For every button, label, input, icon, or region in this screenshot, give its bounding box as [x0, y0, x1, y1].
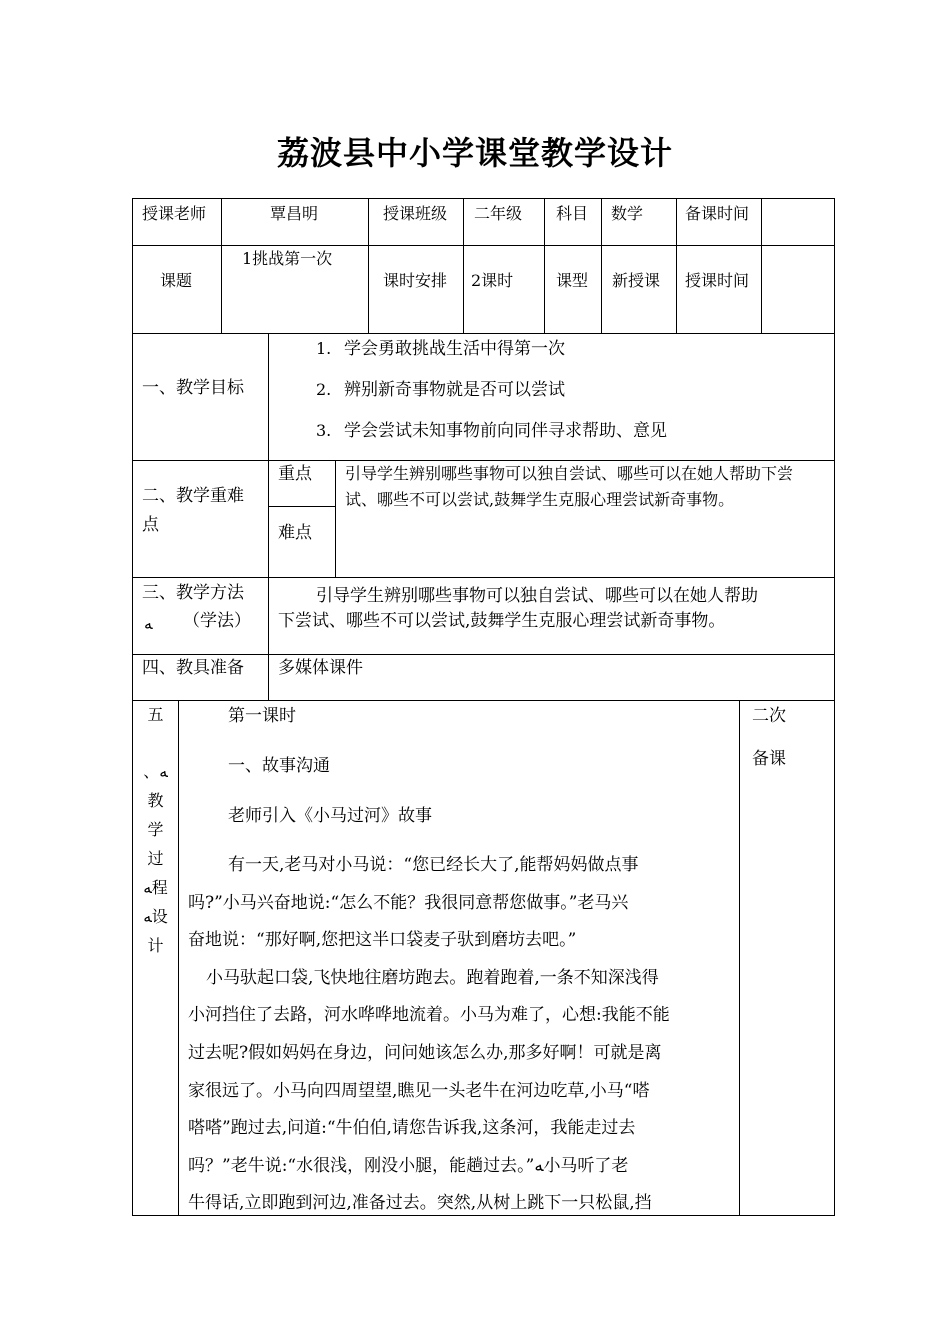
table-border-top: [132, 198, 835, 199]
methods-text: 下尝试、哪些不可以尝试,鼓舞学生克服心理尝试新奇事物。: [278, 611, 726, 631]
key-label: 重点: [278, 464, 312, 484]
table-col-divider: [601, 198, 602, 333]
goal-item: 辨别新奇事物就是否可以尝试: [344, 380, 565, 400]
table-row-divider: [132, 654, 835, 655]
table-col-divider: [761, 198, 762, 333]
second-prep-label-cont: 备课: [752, 749, 786, 769]
type-value: 新授课: [612, 271, 661, 290]
story-line: 奋地说：“那好啊,您把这半口袋麦子驮到磨坊去吧。”: [188, 930, 577, 951]
story-paragraph: [188, 847, 738, 1223]
teacher-label: 授课老师: [142, 204, 207, 223]
teach-time-label: 授课时间: [685, 271, 750, 290]
story-line: 吗？”老牛说:“水很浅，刚没小腿，能趟过去。”ﻪ小马听了老: [188, 1155, 629, 1176]
class-value: 二年级: [474, 204, 523, 223]
story-line: 牛得话,立即跑到河边,准备过去。突然,从树上跳下一只松鼠,挡: [188, 1193, 652, 1214]
table-col-divider: [739, 700, 740, 1215]
process-label-char: 五: [147, 705, 164, 724]
process-label-char: ﻪ设: [143, 907, 168, 926]
hours-label: 课时安排: [383, 271, 448, 290]
prep-time-label: 备课时间: [685, 204, 750, 223]
hours-value: 2课时: [471, 271, 514, 290]
story-intro: 老师引入《小马过河》故事: [228, 806, 432, 826]
goal-number: 3.: [316, 421, 332, 440]
story-line: 过去呢?假如妈妈在身边，问问她该怎么办,那多好啊！可就是离: [188, 1042, 662, 1063]
type-label: 课型: [556, 271, 589, 290]
process-label: [132, 705, 179, 965]
story-line: 吗?”小马兴奋地说:“怎么不能？我很同意帮您做事。”老马兴: [188, 892, 629, 913]
second-prep-label: 二次: [752, 706, 786, 726]
lesson-title: 第一课时: [228, 706, 296, 726]
story-line: 嗒嗒”跑过去,问道:“牛伯伯,请您告诉我,这条河，我能走过去: [188, 1118, 636, 1139]
methods-label-cont: （学法）: [183, 611, 251, 631]
table-col-divider: [335, 460, 336, 577]
story-line: 小马驮起口袋,飞快地往磨坊跑去。跑着跑着,一条不知深浅得: [206, 967, 659, 988]
subject-value: 数学: [611, 204, 644, 223]
process-label-char: 计: [147, 936, 164, 955]
key-text: 试、哪些不可以尝试,鼓舞学生克服心理尝试新奇事物。: [345, 490, 735, 509]
table-border-right: [834, 198, 835, 1216]
table-col-divider: [268, 333, 269, 700]
goal-number: 1.: [316, 339, 332, 358]
process-label-char: ﻪ程: [143, 878, 168, 897]
page-title: 荔波县中小学课堂教学设计: [276, 134, 673, 172]
process-label-char: 过: [147, 849, 164, 868]
table-row-divider: [132, 245, 835, 246]
goal-number: 2.: [316, 380, 332, 399]
topic-label: 课题: [160, 271, 193, 290]
goal-item: 学会尝试未知事物前向同伴寻求帮助、意见: [344, 421, 667, 441]
class-label: 授课班级: [383, 204, 448, 223]
story-line: 有一天,老马对小马说：“您已经长大了,能帮妈妈做点事: [228, 855, 639, 875]
table-col-divider: [463, 198, 464, 333]
story-line: 家很远了。小马向四周望望,瞧见一头老牛在河边吃草,小马“嗒: [188, 1080, 650, 1101]
difficult-label: 难点: [278, 523, 312, 543]
key-points-label-cont: 点: [142, 515, 159, 535]
topic-value: 1挑战第一次: [242, 249, 333, 268]
key-points-label: 二、教学重难: [142, 486, 244, 506]
table-col-divider: [676, 198, 677, 333]
teacher-value: 覃昌明: [270, 204, 319, 223]
table-col-divider: [221, 198, 222, 333]
tools-label: 四、教具准备: [142, 658, 244, 678]
goals-label: 一、教学目标: [142, 378, 244, 398]
table-row-divider: [268, 506, 335, 507]
methods-label: 三、教学方法: [142, 583, 244, 603]
table-col-divider: [544, 198, 545, 333]
table-col-divider: [368, 198, 369, 333]
table-row-divider: [132, 700, 835, 701]
process-label-char: 教: [147, 791, 164, 810]
key-text: 引导学生辨别哪些事物可以独自尝试、哪些可以在她人帮助下尝: [345, 464, 794, 483]
process-label-char: 学: [147, 820, 164, 839]
methods-mark: ﻪ: [144, 614, 153, 633]
subject-label: 科目: [556, 204, 589, 223]
process-label-char: 、ﻪ: [143, 762, 168, 781]
goal-item: 学会勇敢挑战生活中得第一次: [344, 339, 565, 359]
story-line: 小河挡住了去路，河水哗哗地流着。小马为难了，心想:我能不能: [188, 1005, 670, 1026]
table-row-divider: [132, 460, 835, 461]
tools-value: 多媒体课件: [278, 658, 363, 678]
methods-text: 引导学生辨别哪些事物可以独自尝试、哪些可以在她人帮助: [316, 586, 758, 606]
table-row-divider: [132, 333, 835, 334]
table-row-divider: [132, 577, 835, 578]
section-title: 一、故事沟通: [228, 756, 330, 776]
